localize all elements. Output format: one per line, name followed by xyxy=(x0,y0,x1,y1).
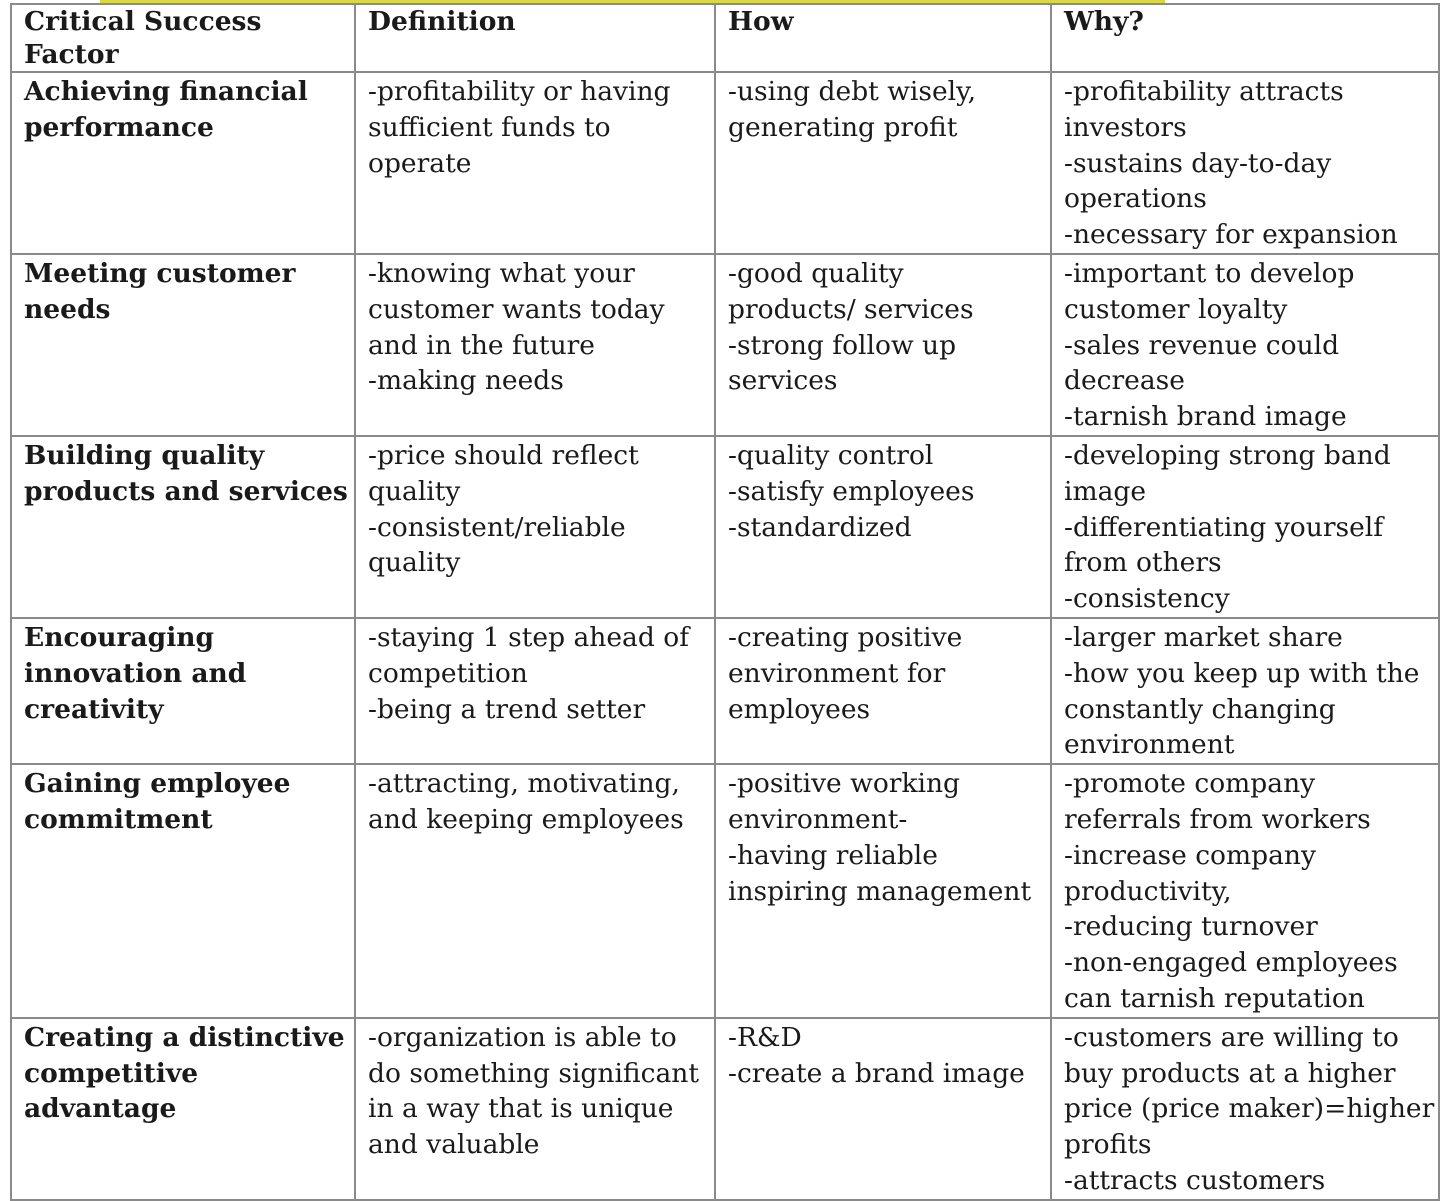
table-row xyxy=(11,254,1439,436)
cell-line: -profitability attracts xyxy=(1064,76,1344,107)
cell-line: -strong follow up xyxy=(728,329,957,361)
cell-line: -standardized xyxy=(728,511,912,543)
cell-line: customer wants today xyxy=(368,293,665,325)
cell-line: -tarnish brand image xyxy=(1064,401,1347,433)
cell-line: -promote company xyxy=(1064,768,1316,800)
cell-line: -price should reflect xyxy=(368,439,639,471)
cell-line: -developing strong band xyxy=(1064,439,1391,471)
header-critical-success-factor: Critical Success Factor xyxy=(11,4,355,72)
cell-line: -consistent/reliable xyxy=(368,511,626,543)
cell-line: -attracts customers xyxy=(1064,1164,1326,1196)
cell-line: -making needs xyxy=(368,365,564,397)
cell-line: inspiring management xyxy=(728,875,1032,907)
cell-line: -knowing what your xyxy=(368,257,635,289)
cell-line: customer loyalty xyxy=(1064,293,1288,325)
factor-cell xyxy=(11,618,355,764)
cell-line: -larger market share xyxy=(1064,621,1343,653)
cell-line: -organization is able to xyxy=(368,1021,677,1053)
header-why: Why? xyxy=(1051,4,1439,72)
how-cell xyxy=(715,764,1051,1018)
cell-line: sufficient funds to xyxy=(368,111,611,143)
why-cell xyxy=(1051,436,1439,618)
cell-line: environment- xyxy=(728,803,908,835)
cell-line: quality xyxy=(368,475,461,507)
cell-line: commitment xyxy=(24,803,213,835)
definition-cell xyxy=(355,72,715,254)
cell-line: -how you keep up with the xyxy=(1064,657,1420,689)
cell-line: -attracting, motivating, xyxy=(368,768,680,800)
cell-line: Achieving financial xyxy=(24,76,308,107)
cell-line: needs xyxy=(24,293,111,325)
why-cell xyxy=(1051,254,1439,436)
cell-line: Building quality xyxy=(24,439,265,471)
cell-line: -having reliable xyxy=(728,839,938,871)
cell-line: decrease xyxy=(1064,365,1185,397)
cell-line: Gaining employee xyxy=(24,768,291,800)
cell-line: -necessary for expansion xyxy=(1064,219,1398,251)
table-row xyxy=(11,72,1439,254)
cell-line: creativity xyxy=(24,693,164,725)
cell-line: from others xyxy=(1064,547,1222,579)
cell-line: price (price maker)=higher xyxy=(1064,1093,1435,1125)
definition-cell xyxy=(355,436,715,618)
cell-line: -customers are willing to xyxy=(1064,1021,1399,1053)
cell-line: referrals from workers xyxy=(1064,803,1371,835)
factor-cell xyxy=(11,764,355,1018)
definition-cell xyxy=(355,764,715,1018)
cell-line: -positive working xyxy=(728,768,961,800)
cell-line: services xyxy=(728,365,838,397)
factor-cell xyxy=(11,72,355,254)
cell-line: -sales revenue could xyxy=(1064,329,1340,361)
cell-line: Creating a distinctive xyxy=(24,1021,345,1053)
table-row xyxy=(11,1018,1439,1200)
cell-line: advantage xyxy=(24,1093,177,1125)
cell-line: environment xyxy=(1064,729,1235,761)
table-row xyxy=(11,436,1439,618)
table-row xyxy=(11,618,1439,764)
cell-line: -profitability or having xyxy=(368,76,671,107)
cell-line: -differentiating yourself xyxy=(1064,511,1384,543)
cell-line: quality xyxy=(368,547,461,579)
cell-line: -staying 1 step ahead of xyxy=(368,621,690,653)
why-cell xyxy=(1051,72,1439,254)
cell-line: -create a brand image xyxy=(728,1057,1025,1089)
cell-line: innovation and xyxy=(24,657,247,689)
cell-line: employees xyxy=(728,693,871,725)
how-cell xyxy=(715,72,1051,254)
cell-line: in a way that is unique xyxy=(368,1093,674,1125)
cell-line: environment for xyxy=(728,657,946,689)
cell-line: -R&D xyxy=(728,1021,802,1053)
cell-line: -important to develop xyxy=(1064,257,1355,289)
cell-line: -sustains day-to-day xyxy=(1064,147,1332,179)
definition-cell xyxy=(355,618,715,764)
cell-line: -being a trend setter xyxy=(368,693,646,725)
cell-line: do something significant xyxy=(368,1057,699,1089)
cell-line: and valuable xyxy=(368,1129,540,1161)
cell-line: -using debt wisely, xyxy=(728,76,977,107)
cell-line: and keeping employees xyxy=(368,803,684,835)
header-how: How xyxy=(715,4,1051,72)
table-row xyxy=(11,764,1439,1018)
how-cell xyxy=(715,1018,1051,1200)
cell-line: competitive xyxy=(24,1057,199,1089)
cell-line: operations xyxy=(1064,183,1207,215)
cell-line: generating profit xyxy=(728,111,958,143)
why-cell xyxy=(1051,618,1439,764)
cell-line: can tarnish reputation xyxy=(1064,982,1365,1014)
how-cell xyxy=(715,254,1051,436)
cell-line: performance xyxy=(24,111,214,143)
cell-line: profits xyxy=(1064,1129,1152,1161)
cell-line: Meeting customer xyxy=(24,257,296,289)
how-cell xyxy=(715,618,1051,764)
header-definition: Definition xyxy=(355,4,715,72)
cell-line: buy products at a higher xyxy=(1064,1057,1396,1089)
cell-line: and in the future xyxy=(368,329,595,361)
cell-line: -consistency xyxy=(1064,583,1230,615)
cell-line: products and services xyxy=(24,475,348,507)
definition-cell xyxy=(355,254,715,436)
why-cell xyxy=(1051,764,1439,1018)
cell-line: image xyxy=(1064,475,1147,507)
cell-line: -creating positive xyxy=(728,621,963,653)
cell-line: -increase company xyxy=(1064,839,1316,871)
factor-cell xyxy=(11,1018,355,1200)
how-cell xyxy=(715,436,1051,618)
factor-cell xyxy=(11,436,355,618)
critical-success-factors-table xyxy=(10,3,1440,1201)
cell-line: -satisfy employees xyxy=(728,475,975,507)
cell-line: -non-engaged employees xyxy=(1064,947,1398,979)
cell-line: competition xyxy=(368,657,528,689)
definition-cell xyxy=(355,1018,715,1200)
cell-line: -reducing turnover xyxy=(1064,911,1318,943)
why-cell xyxy=(1051,1018,1439,1200)
cell-line: -quality control xyxy=(728,439,934,471)
cell-line: products/ services xyxy=(728,293,974,325)
cell-line: Encouraging xyxy=(24,621,215,653)
cell-line: constantly changing xyxy=(1064,693,1336,725)
cell-line: productivity, xyxy=(1064,875,1232,907)
factor-cell xyxy=(11,254,355,436)
cell-line: -good quality xyxy=(728,257,904,289)
cell-line: investors xyxy=(1064,111,1187,143)
header-row xyxy=(11,4,1439,72)
cell-line: operate xyxy=(368,147,472,179)
